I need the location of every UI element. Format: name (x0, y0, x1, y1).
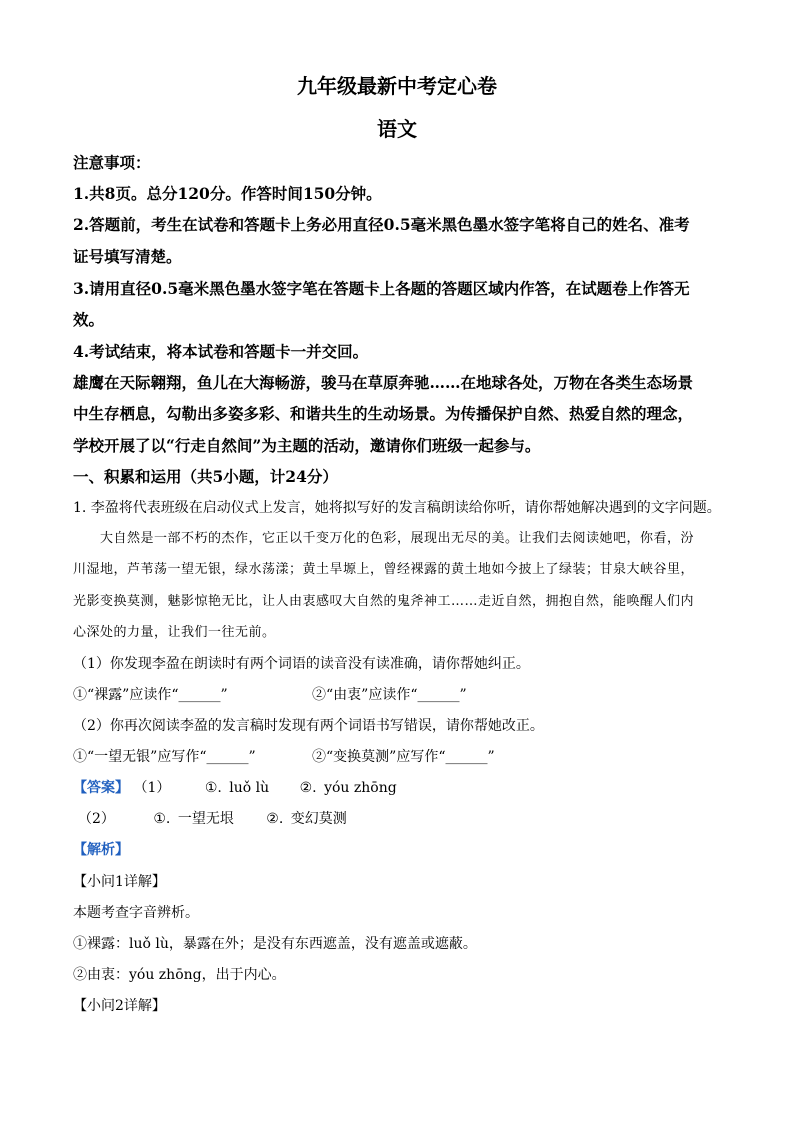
analysis-q1-item: ②由衷：yóu zhōng，出于内心。 (73, 967, 286, 983)
answer-part-2: （2） (78, 811, 115, 827)
sub-question-1: （1）你发现李盈在朗读时有两个词语的读音没有读准确，请你帮她纠正。 (73, 656, 530, 672)
sub-question-2: （2）你再次阅读李盈的发言稿时发现有两个词语书写错误，请你帮她改正。 (73, 718, 544, 734)
note-line: 4.考试结束，将本试卷和答题卡一并交回。 (73, 342, 369, 361)
analysis-q1-item: ①裸露：luǒ lù，暴露在外；是没有东西遮盖，没有遮盖或遮蔽。 (73, 936, 477, 952)
answer-pinyin-1: luǒ lù (229, 780, 270, 796)
answer-label: 【答案】 (73, 780, 129, 796)
intro-line: 雄鹰在天际翱翔，鱼儿在大海畅游，骏马在草原奔驰……在地球各处，万物在各类生态场景 (73, 373, 694, 392)
answer-row-2 (78, 808, 347, 828)
note-line: 效。 (73, 310, 105, 329)
note-line: 证号填写清楚。 (73, 247, 182, 266)
sub-question-1-b: ②“由衷”应读作“______” (312, 687, 467, 703)
intro-line: 学校开展了以“行走自然间”为主题的活动，邀请你们班级一起参与。 (73, 436, 541, 455)
section-heading: 一、积累和运用（共5小题，计24分） (73, 467, 338, 486)
notes-heading: 注意事项： (73, 153, 151, 172)
note-line: 3.请用直径0.5毫米黑色墨水签字笔在答题卡上各题的答题区域内作答，在试题卷上作答无 (73, 279, 690, 298)
answer-row-1 (73, 777, 397, 797)
answer-word-2: 变幻莫测 (290, 811, 347, 827)
note-line: 1.共8页。总分120分。作答时间150分钟。 (73, 184, 382, 203)
passage-line: 光影变换莫测，魅影惊艳无比，让人由衷感叹大自然的鬼斧神工……走近自然，拥抱自然，能唤醒人们内 (73, 594, 695, 609)
exam-title: 九年级最新中考定心卷 (297, 74, 497, 98)
note-line: 2.答题前，考生在试卷和答题卡上务必用直径0.5毫米黑色墨水签字笔将自己的姓名、准考 (73, 215, 690, 234)
sub-question-1-a: ①“裸露”应读作“______” (73, 687, 228, 703)
analysis-q1-heading: 【小问1详解】 (73, 874, 166, 890)
passage-line: 心深处的力量，让我们一往无前。 (73, 625, 276, 640)
sub-question-2-a: ①“一望无银”应写作“______” (73, 749, 256, 765)
passage-line: 大自然是一部不朽的杰作，它正以千变万化的色彩，展现出无尽的美。让我们去阅读她吧，你看，汾 (100, 531, 695, 546)
answer-number: ②. (266, 811, 284, 827)
intro-line: 中生存栖息，勾勒出多姿多彩、和谐共生的生动场景。为传播保护自然、热爱自然的理念， (73, 404, 694, 423)
answer-number: ②. (299, 780, 317, 796)
passage-line: 川湿地，芦苇荡一望无银，绿水荡漾；黄土旱塬上，曾经裸露的黄土地如今披上了绿装；甘泉大峡谷里， (73, 562, 695, 577)
answer-pinyin-2: yóu zhōng (324, 780, 397, 796)
answer-word-1: 一望无垠 (177, 811, 234, 827)
answer-part-1: （1） (133, 780, 171, 796)
analysis-q2-heading: 【小问2详解】 (73, 998, 166, 1014)
analysis-label: 【解析】 (73, 842, 129, 858)
answer-number: ①. (153, 811, 171, 827)
subject-title: 语文 (377, 117, 417, 141)
analysis-q1-intro: 本题考查字音辨析。 (73, 905, 199, 921)
sub-question-2-b: ②“变换莫测”应写作“______” (312, 749, 495, 765)
question-stem: 1. 李盈将代表班级在启动仪式上发言，她将拟写好的发言稿朗读给你听，请你帮她解决遇到的文字问题。 (73, 500, 721, 516)
answer-number: ①. (204, 780, 222, 796)
